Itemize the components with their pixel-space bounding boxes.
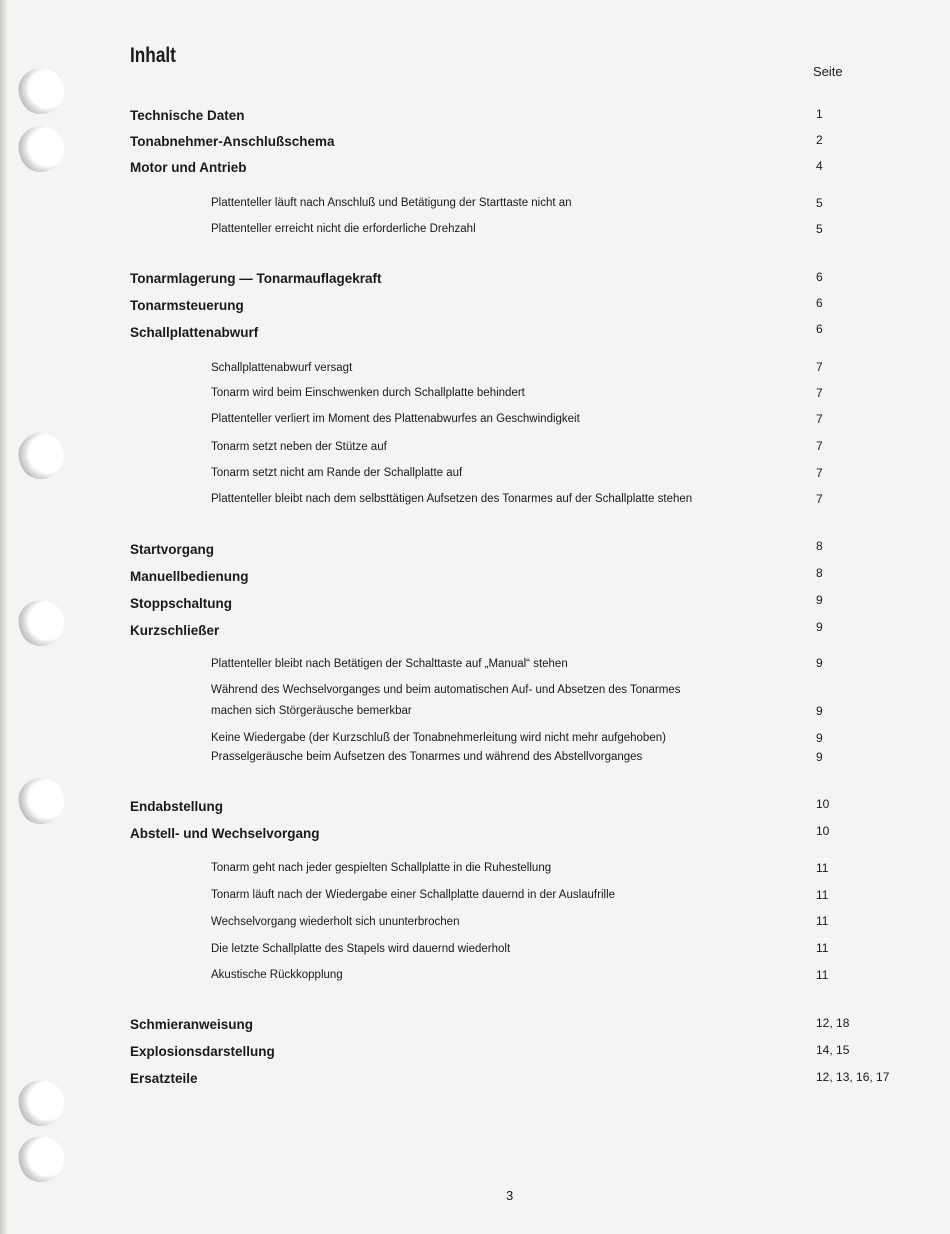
- binder-hole: [18, 778, 64, 824]
- toc-subentry: Akustische Rückkopplung: [211, 969, 343, 981]
- toc-heading: Schallplattenabwurf: [130, 325, 259, 340]
- toc-subentry: Tonarm wird beim Einschwenken durch Schallplatte behindert: [211, 387, 525, 399]
- page-title: Inhalt: [130, 44, 176, 67]
- toc-page-number: 6: [816, 296, 823, 310]
- toc-subentry: Plattenteller erreicht nicht die erforderliche Drehzahl: [211, 223, 476, 235]
- toc-page-number: 10: [816, 797, 830, 811]
- toc-heading: Schmieranweisung: [130, 1017, 254, 1032]
- toc-subentry: Prasselgeräusche beim Aufsetzen des Tonarmes und während des Abstellvorganges: [211, 751, 643, 763]
- page-number: 3: [506, 1188, 514, 1203]
- toc-subentry: Schallplattenabwurf versagt: [211, 362, 353, 374]
- toc-heading: Explosionsdarstellung: [130, 1044, 275, 1059]
- toc-page-number: 9: [816, 620, 823, 634]
- toc-page-number: 6: [816, 270, 823, 284]
- binder-hole: [18, 68, 64, 114]
- binder-hole: [18, 126, 64, 172]
- toc-page-number: 12, 18: [816, 1016, 850, 1030]
- toc-page-number: 11: [816, 888, 829, 902]
- toc-page-number: 7: [816, 466, 823, 480]
- toc-page-number: 5: [816, 196, 823, 210]
- toc-heading: Manuellbedienung: [130, 569, 249, 584]
- binder-hole: [18, 1080, 64, 1126]
- toc-page-number: 11: [816, 968, 829, 982]
- toc-subentry: Plattenteller läuft nach Anschluß und Betätigung der Starttaste nicht an: [211, 197, 572, 209]
- toc-page-number: 7: [816, 439, 823, 453]
- toc-heading: Ersatzteile: [130, 1071, 198, 1086]
- toc-page-number: 9: [816, 731, 823, 745]
- toc-page-number: 2: [816, 133, 823, 147]
- toc-subentry: Tonarm setzt neben der Stütze auf: [211, 441, 387, 453]
- toc-page-number: 7: [816, 412, 823, 426]
- toc-page-number: 8: [816, 566, 823, 580]
- toc-page-number: 1: [816, 107, 823, 121]
- toc-heading: Abstell- und Wechselvorgang: [130, 826, 320, 841]
- toc-heading: Kurzschließer: [130, 623, 220, 638]
- toc-heading: Motor und Antrieb: [130, 160, 247, 175]
- toc-heading: Endabstellung: [130, 799, 224, 814]
- toc-page-number: 10: [816, 824, 830, 838]
- toc-page-number: 9: [816, 593, 823, 607]
- toc-page-number: 11: [816, 941, 829, 955]
- toc-page-number: 4: [816, 159, 823, 173]
- toc-heading: Startvorgang: [130, 542, 215, 557]
- page-column-header: Seite: [813, 64, 843, 79]
- toc-subentry: Tonarm setzt nicht am Rande der Schallplatte auf: [211, 467, 463, 479]
- toc-subentry: Tonarm läuft nach der Wiedergabe einer Schallplatte dauernd in der Auslaufrille: [211, 889, 616, 901]
- toc-subentry: Während des Wechselvorganges und beim automatischen Auf- und Absetzen des Tonarmes: [211, 684, 681, 696]
- toc-heading: Tonarmlagerung — Tonarmauflagekraft: [130, 271, 382, 286]
- toc-subentry: Keine Wiedergabe (der Kurzschluß der Tonabnehmerleitung wird nicht mehr aufgehoben): [211, 732, 666, 744]
- toc-page-number: 6: [816, 322, 823, 336]
- toc-subentry: Tonarm geht nach jeder gespielten Schallplatte in die Ruhestellung: [211, 862, 552, 874]
- toc-subentry: Plattenteller bleibt nach dem selbsttätigen Aufsetzen des Tonarmes auf der Schallplatte stehen: [211, 493, 693, 505]
- toc-heading: Tonabnehmer-Anschlußschema: [130, 134, 335, 149]
- toc-page-number: 12, 13, 16, 17: [816, 1070, 890, 1084]
- toc-page-number: 7: [816, 360, 823, 374]
- toc-heading: Tonarmsteuerung: [130, 298, 244, 313]
- toc-page-number: 14, 15: [816, 1043, 850, 1057]
- toc-page-number: 7: [816, 492, 823, 506]
- toc-subentry: machen sich Störgeräusche bemerkbar: [211, 705, 412, 717]
- toc-page-number: 9: [816, 656, 823, 670]
- toc-subentry: Wechselvorgang wiederholt sich ununterbrochen: [211, 916, 460, 928]
- toc-subentry: Die letzte Schallplatte des Stapels wird dauernd wiederholt: [211, 943, 511, 955]
- toc-page-number: 9: [816, 750, 823, 764]
- toc-heading: Stoppschaltung: [130, 596, 232, 611]
- toc-page-number: 11: [816, 914, 829, 928]
- toc-subentry: Plattenteller bleibt nach Betätigen der Schalttaste auf „Manual“ stehen: [211, 658, 568, 670]
- toc-page-number: 11: [816, 861, 829, 875]
- toc-heading: Technische Daten: [130, 108, 245, 123]
- toc-page-number: 7: [816, 386, 823, 400]
- toc-page-number: 9: [816, 704, 823, 718]
- toc-page-number: 5: [816, 222, 823, 236]
- toc-subentry: Plattenteller verliert im Moment des Plattenabwurfes an Geschwindigkeit: [211, 413, 580, 425]
- binder-hole: [18, 1136, 64, 1182]
- page-edge-shadow: [0, 0, 8, 1234]
- toc-page-number: 8: [816, 539, 823, 553]
- binder-hole: [18, 433, 64, 479]
- binder-hole: [18, 600, 64, 646]
